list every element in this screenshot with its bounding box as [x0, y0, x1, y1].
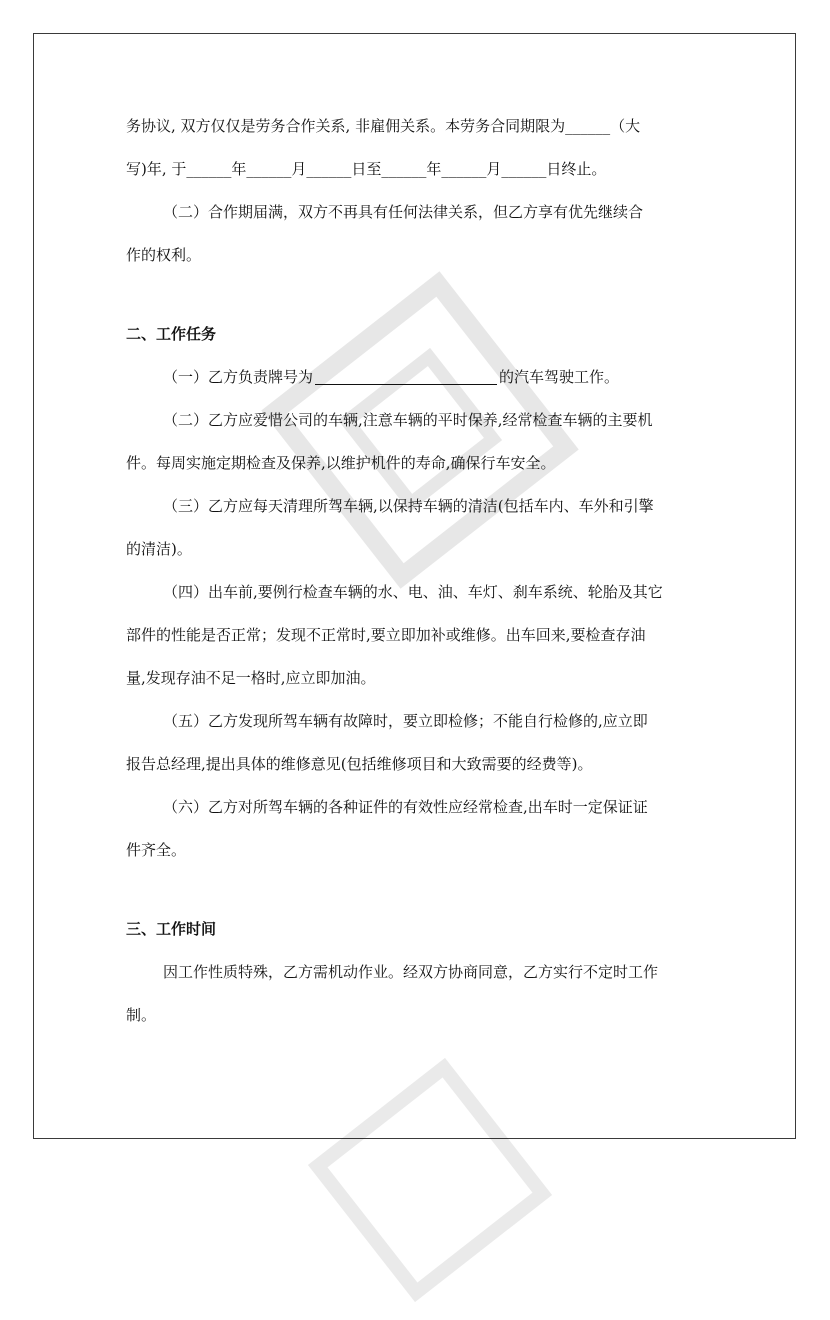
task-item-6-line: （六）乙方对所驾车辆的各种证件的有效性应经常检查,出车时一定保证证 — [163, 798, 648, 816]
paragraph-line: 务协议, 双方仅仅是劳务合作关系, 非雇佣关系。本劳务合同期限为______（大 — [126, 117, 641, 135]
task-item-3-line: 的清洁)。 — [126, 540, 192, 558]
plate-number-blank — [315, 368, 497, 385]
task-item-4-line: 量,发现存油不足一格时,应立即加油。 — [126, 669, 376, 687]
work-time-line: 因工作性质特殊，乙方需机动作业。经双方协商同意，乙方实行不定时工作 — [163, 963, 659, 981]
task-item-1-prefix: （一）乙方负责牌号为 — [163, 368, 314, 386]
task-item-4-line: 部件的性能是否正常；发现不正常时,要立即加补或维修。出车回来,要检查存油 — [126, 626, 646, 644]
task-item-4-line: （四）出车前,要例行检查车辆的水、电、油、车灯、刹车系统、轮胎及其它 — [163, 583, 663, 601]
task-item-1 — [126, 356, 716, 399]
section-title-work-time: 三、工作时间 — [126, 920, 217, 938]
task-item-2-line: 件。每周实施定期检查及保养,以维护机件的寿命,确保行车安全。 — [126, 454, 556, 472]
work-time-line: 制。 — [126, 1006, 157, 1024]
task-item-5-line: 报告总经理,提出具体的维修意见(包括维修项目和大致需要的经费等)。 — [126, 755, 593, 773]
paragraph-line: 写)年, 于______年______月______日至______年______月______日终止。 — [126, 160, 607, 178]
task-item-5-line: （五）乙方发现所驾车辆有故障时，要立即检修；不能自行检修的,应立即 — [163, 712, 648, 730]
section-title-work-tasks: 二、工作任务 — [126, 325, 217, 343]
paragraph-line: 作的权利。 — [126, 246, 202, 264]
document-body — [126, 105, 716, 1037]
paragraph-line: （二）合作期届满，双方不再具有任何法律关系，但乙方享有优先继续合 — [163, 203, 644, 221]
task-item-3-line: （三）乙方应每天清理所驾车辆,以保持车辆的清洁(包括车内、车外和引擎 — [163, 497, 654, 515]
task-item-2-line: （二）乙方应爱惜公司的车辆,注意车辆的平时保养,经常检查车辆的主要机 — [163, 411, 653, 429]
task-item-6-line: 件齐全。 — [126, 841, 187, 859]
task-item-1-suffix: 的汽车驾驶工作。 — [499, 368, 620, 386]
